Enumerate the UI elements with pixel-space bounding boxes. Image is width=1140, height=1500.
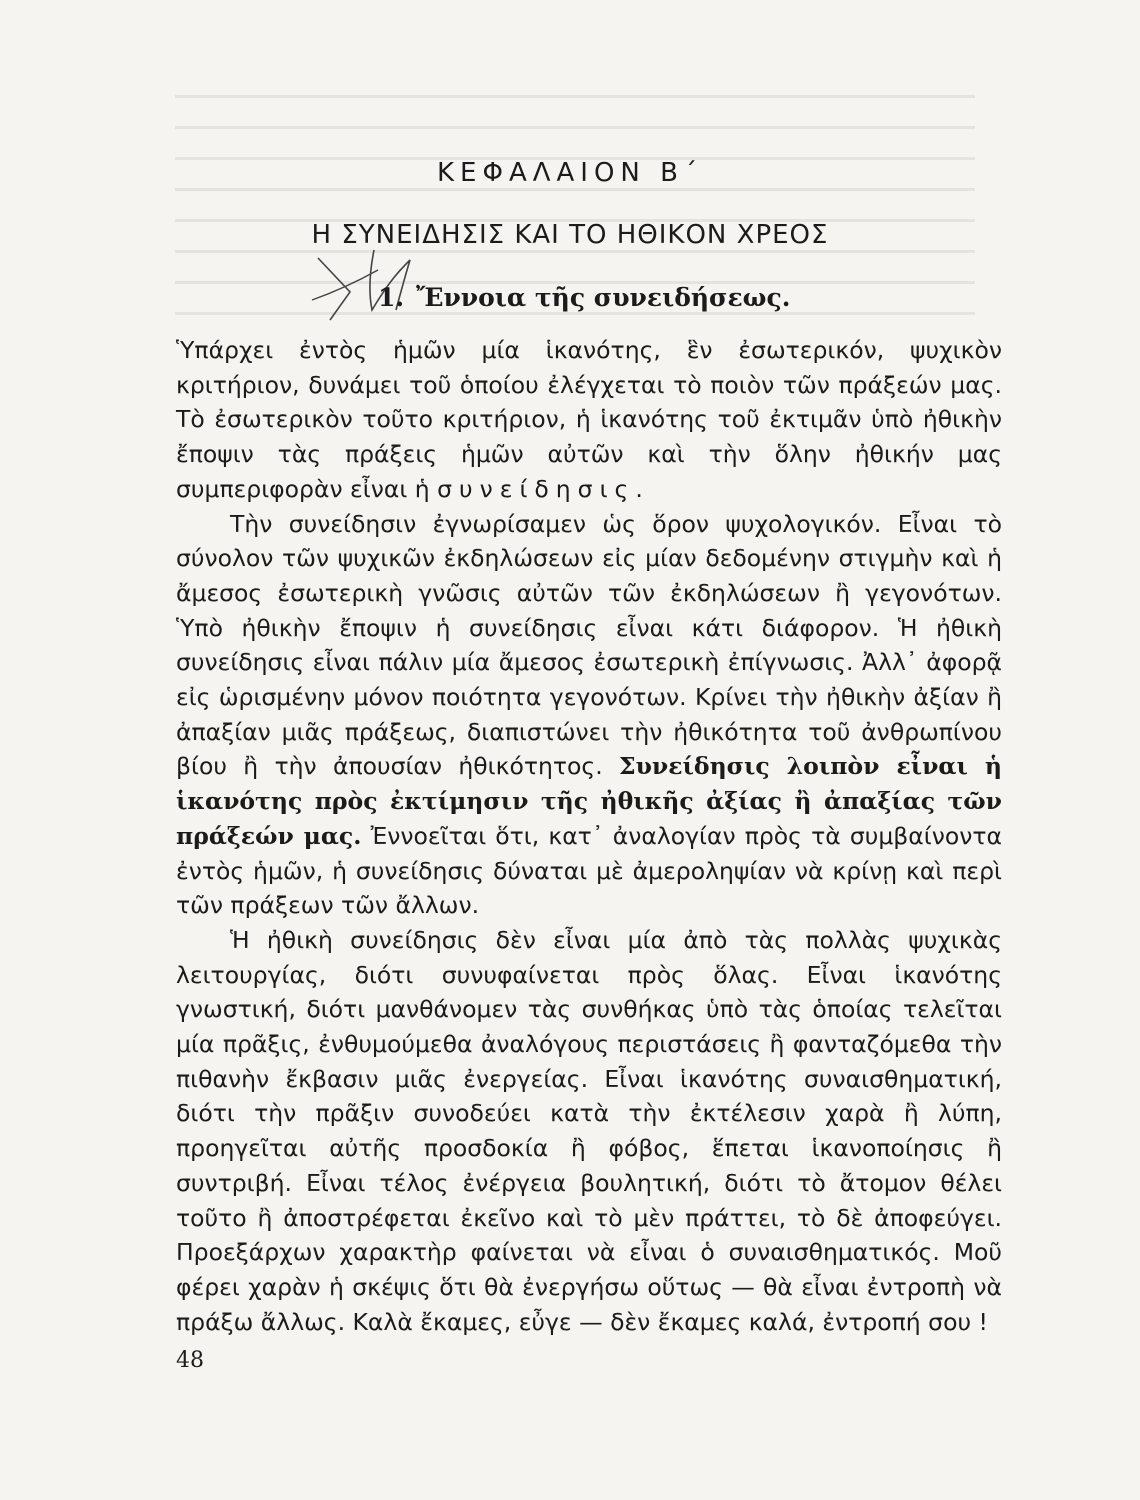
section-title: Ἔννοια τῆς συνειδήσεως. bbox=[416, 283, 791, 312]
section-heading bbox=[378, 283, 790, 312]
term-syneidisis: συνείδησις bbox=[437, 474, 636, 503]
paragraph-2-text: Τὴν συνείδησιν ἐγνωρίσαμεν ὡς ὅρον ψυχολογικόν. Εἶναι τὸ σύνολον τῶν ψυχικῶν ἐκδηλώσεων εἰς μίαν δεδομένην στιγμὴν καὶ ἡ ἄμεσος ἐσωτερικὴ γνῶσις αὐτῶν τῶν ἐκδηλώσεων ἢ γεγονότων. Ὑπὸ ἠθικὴν ἔποψιν ἡ συνείδησις εἶναι κάτι διάφορον. Ἡ ἠθικὴ συνείδησις εἶναι πάλιν μία ἄμεσος ἐσωτερικὴ ἐπίγνωσις. Ἀλλ᾽ ἀφορᾷ εἰς ὡρισμένην μόνον ποιότητα γεγονότων. Κρίνει τὴν ἠθικὴν ἀξίαν ἢ ἀπαξίαν μιᾶς πράξεως, διαπιστώνει τὴν ἠθικότητα τοῦ ἀνθρωπίνου βίου ἢ τὴν ἀπουσίαν ἠθικότητος. bbox=[176, 509, 1002, 781]
chapter-title: Η ΣΥΝΕΙΔΗΣΙΣ ΚΑΙ ΤΟ ΗΘΙΚΟΝ ΧΡΕΟΣ bbox=[311, 220, 829, 250]
body-text bbox=[176, 333, 1002, 1339]
paragraph-1 bbox=[176, 333, 1002, 507]
paragraph-1-text: Ὑπάρχει ἐντὸς ἡμῶν μία ἱκανότης, ἓν ἐσωτερικόν, ψυχικὸν κριτήριον, δυνάμει τοῦ ὁποίου ἐλέγχεται τὸ ποιὸν τῶν πράξεών μας. Τὸ ἐσωτερικὸν τοῦτο κριτήριον, ἡ ἱκανότης τοῦ ἐκτιμᾶν ὑπὸ ἠθικὴν ἔποψιν τὰς πράξεις ἡμῶν αὐτῶν καὶ τὴν ὅλην ἠθικήν μας συμπεριφορὰν εἶναι ἡ bbox=[176, 336, 1002, 503]
paragraph-2-end: Ἐννοεῖται ὅτι, κατ᾽ ἀναλογίαν πρὸς τὰ συμβαίνοντα ἐντὸς ἡμῶν, ἡ συνείδησις δύναται μὲ ἀμεροληψίαν νὰ κρίνῃ καὶ περὶ τῶν πράξεων τῶν ἄλλων. bbox=[176, 821, 1002, 920]
paragraph-2 bbox=[176, 507, 1002, 923]
paragraph-1-end: . bbox=[635, 474, 643, 503]
page-number: 48 bbox=[176, 1348, 204, 1373]
chapter-heading: ΚΕΦΑΛΑΙΟΝ Β΄ bbox=[437, 158, 703, 188]
paragraph-3: Ἡ ἠθικὴ συνείδησις δὲν εἶναι μία ἀπὸ τὰς πολλὰς ψυχικὰς λειτουργίας, διότι συνυφαίνεται πρὸς ὅλας. Εἶναι ἱκανότης γνωστική, διότι μανθάνομεν τὰς συνθήκας ὑπὸ τὰς ὁποίας τελεῖται μία πρᾶξις, ἐνθυμούμεθα ἀναλόγους περιστάσεις ἢ φανταζόμεθα τὴν πιθανὴν ἔκβασιν μιᾶς ἐνεργείας. Εἶναι ἱκανότης συναισθηματική, διότι τὴν πρᾶξιν συνοδεύει κατὰ τὴν ἐκτέλεσιν χαρὰ ἢ λύπη, προηγεῖται αὐτῆς προσδοκία ἢ φόβος, ἕπεται ἱκανοποίησις ἢ συντριβή. Εἶναι τέλος ἐνέργεια βουλητική, διότι τὸ ἄτομον θέλει τοῦτο ἢ ἀποστρέφεται ἐκεῖνο καὶ τὸ μὲν πράττει, τὸ δὲ ἀποφεύγει. Προεξάρχων χαρακτὴρ φαίνεται νὰ εἶναι ὁ συναισθηματικός. Μοῦ φέρει χαρὰν ἡ σκέψις ὅτι θὰ ἐνεργήσω οὕτως — θὰ εἶναι ἐντροπὴ νὰ πράξω ἄλλως. Καλὰ ἔκαμες, εὖγε — δὲν ἔκαμες καλά, ἐντροπή σου ! bbox=[176, 925, 1002, 1336]
paragraph-2-definition: Συνείδησις λοιπὸν εἶναι ἡ ἱκανότης πρὸς ἐκτίμησιν τῆς ἠθικῆς ἀξίας ἢ ἀπαξίας τῶν πράξεών μας. bbox=[176, 752, 1002, 850]
section-number: 1. bbox=[378, 283, 405, 312]
